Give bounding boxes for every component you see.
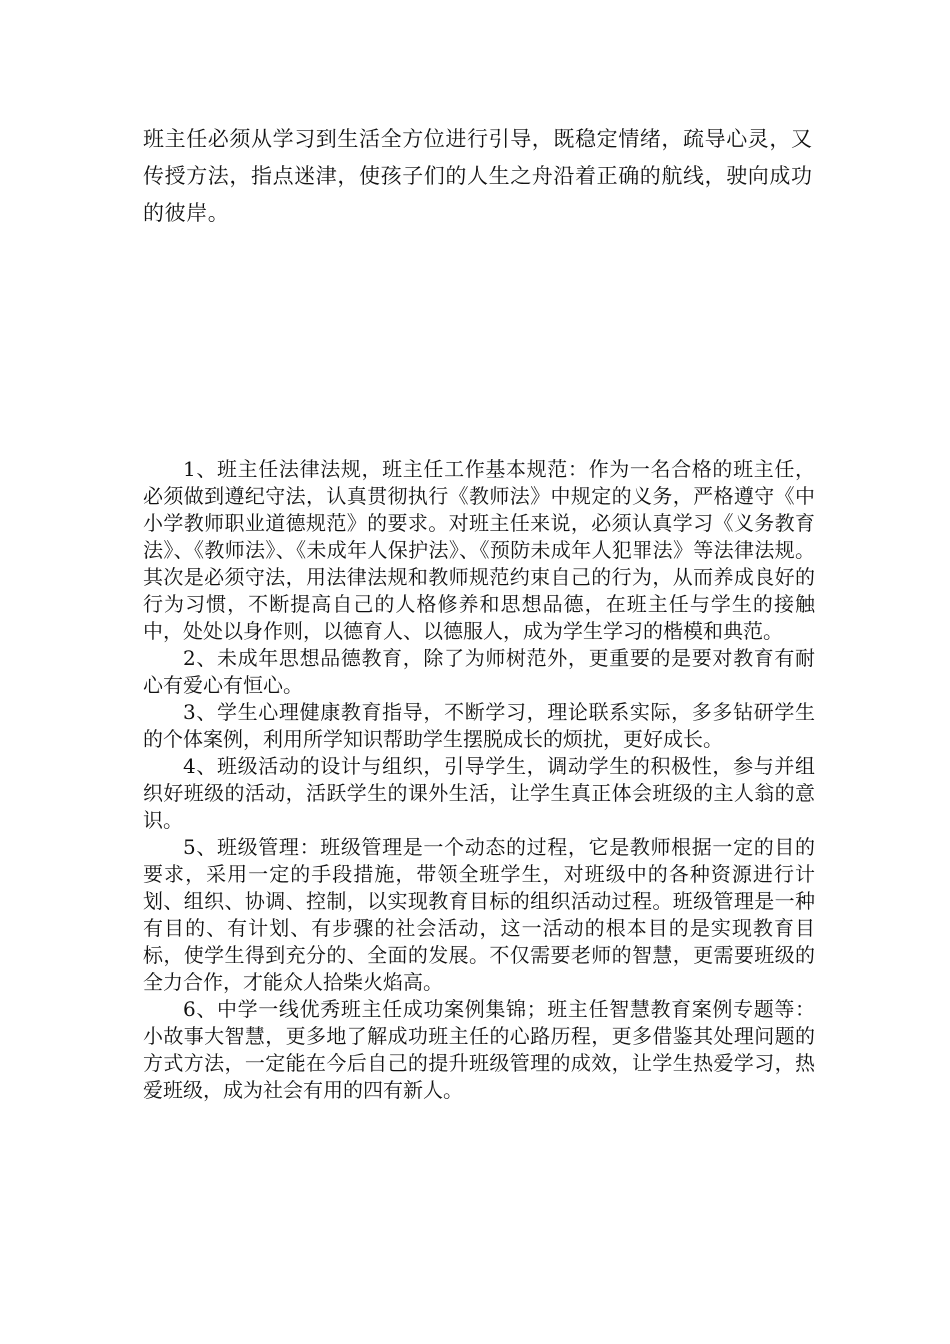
paragraph-2: 2、未成年思想品德教育，除了为师树范外，更重要的是要对教育有耐心有爱心有恒心。 — [143, 646, 815, 697]
paragraph-1: 1、班主任法律法规，班主任工作基本规范：作为一名合格的班主任，必须做到遵纪守法，认真贯彻执行《教师法》中规定的义务，严格遵守《中小学教师职业道德规范》的要求。对班主任来说，必须认真学习《义务教育法》、《教师法》、《未成年人保护法》、《预防未成年人犯罪法》等法律法规。其次是必须守法，用法律法规和教师规范约束自己的行为，从而养成良好的行为习惯，不断提高自己的人格修养和思想品德，在班主任与学生的接触中，处处以身作则，以德育人、以德服人，成为学生学习的楷模和典范。 — [143, 457, 815, 643]
body-section — [143, 456, 815, 1104]
paragraph-4: 4、班级活动的设计与组织，引导学生，调动学生的积极性，参与并组织好班级的活动，活跃学生的课外生活，让学生真正体会班级的主人翁的意识。 — [143, 754, 815, 832]
paragraph-6: 6、中学一线优秀班主任成功案例集锦；班主任智慧教育案例专题等：小故事大智慧，更多地了解成功班主任的心路历程，更多借鉴其处理问题的方式方法，一定能在今后自己的提升班级管理的成效，让学生热爱学习，热爱班级，成为社会有用的四有新人。 — [143, 997, 815, 1102]
intro-text: 班主任必须从学习到生活全方位进行引导，既稳定情绪，疏导心灵，又传授方法，指点迷津，使孩子们的人生之舟沿着正确的航线，驶向成功的彼岸。 — [143, 127, 813, 225]
paragraph-5: 5、班级管理：班级管理是一个动态的过程，它是教师根据一定的目的要求，采用一定的手段措施，带领全班学生，对班级中的各种资源进行计划、组织、协调、控制，以实现教育目标的组织活动过程。班级管理是一种有目的、有计划、有步骤的社会活动，这一活动的根本目的是实现教育目标，使学生得到充分的、全面的发展。不仅需要老师的智慧，更需要班级的全力合作，才能众人拾柴火焰高。 — [143, 835, 815, 994]
intro-paragraph — [143, 121, 815, 232]
paragraph-3: 3、学生心理健康教育指导，不断学习，理论联系实际，多多钻研学生的个体案例，利用所学知识帮助学生摆脱成长的烦扰，更好成长。 — [143, 700, 815, 751]
